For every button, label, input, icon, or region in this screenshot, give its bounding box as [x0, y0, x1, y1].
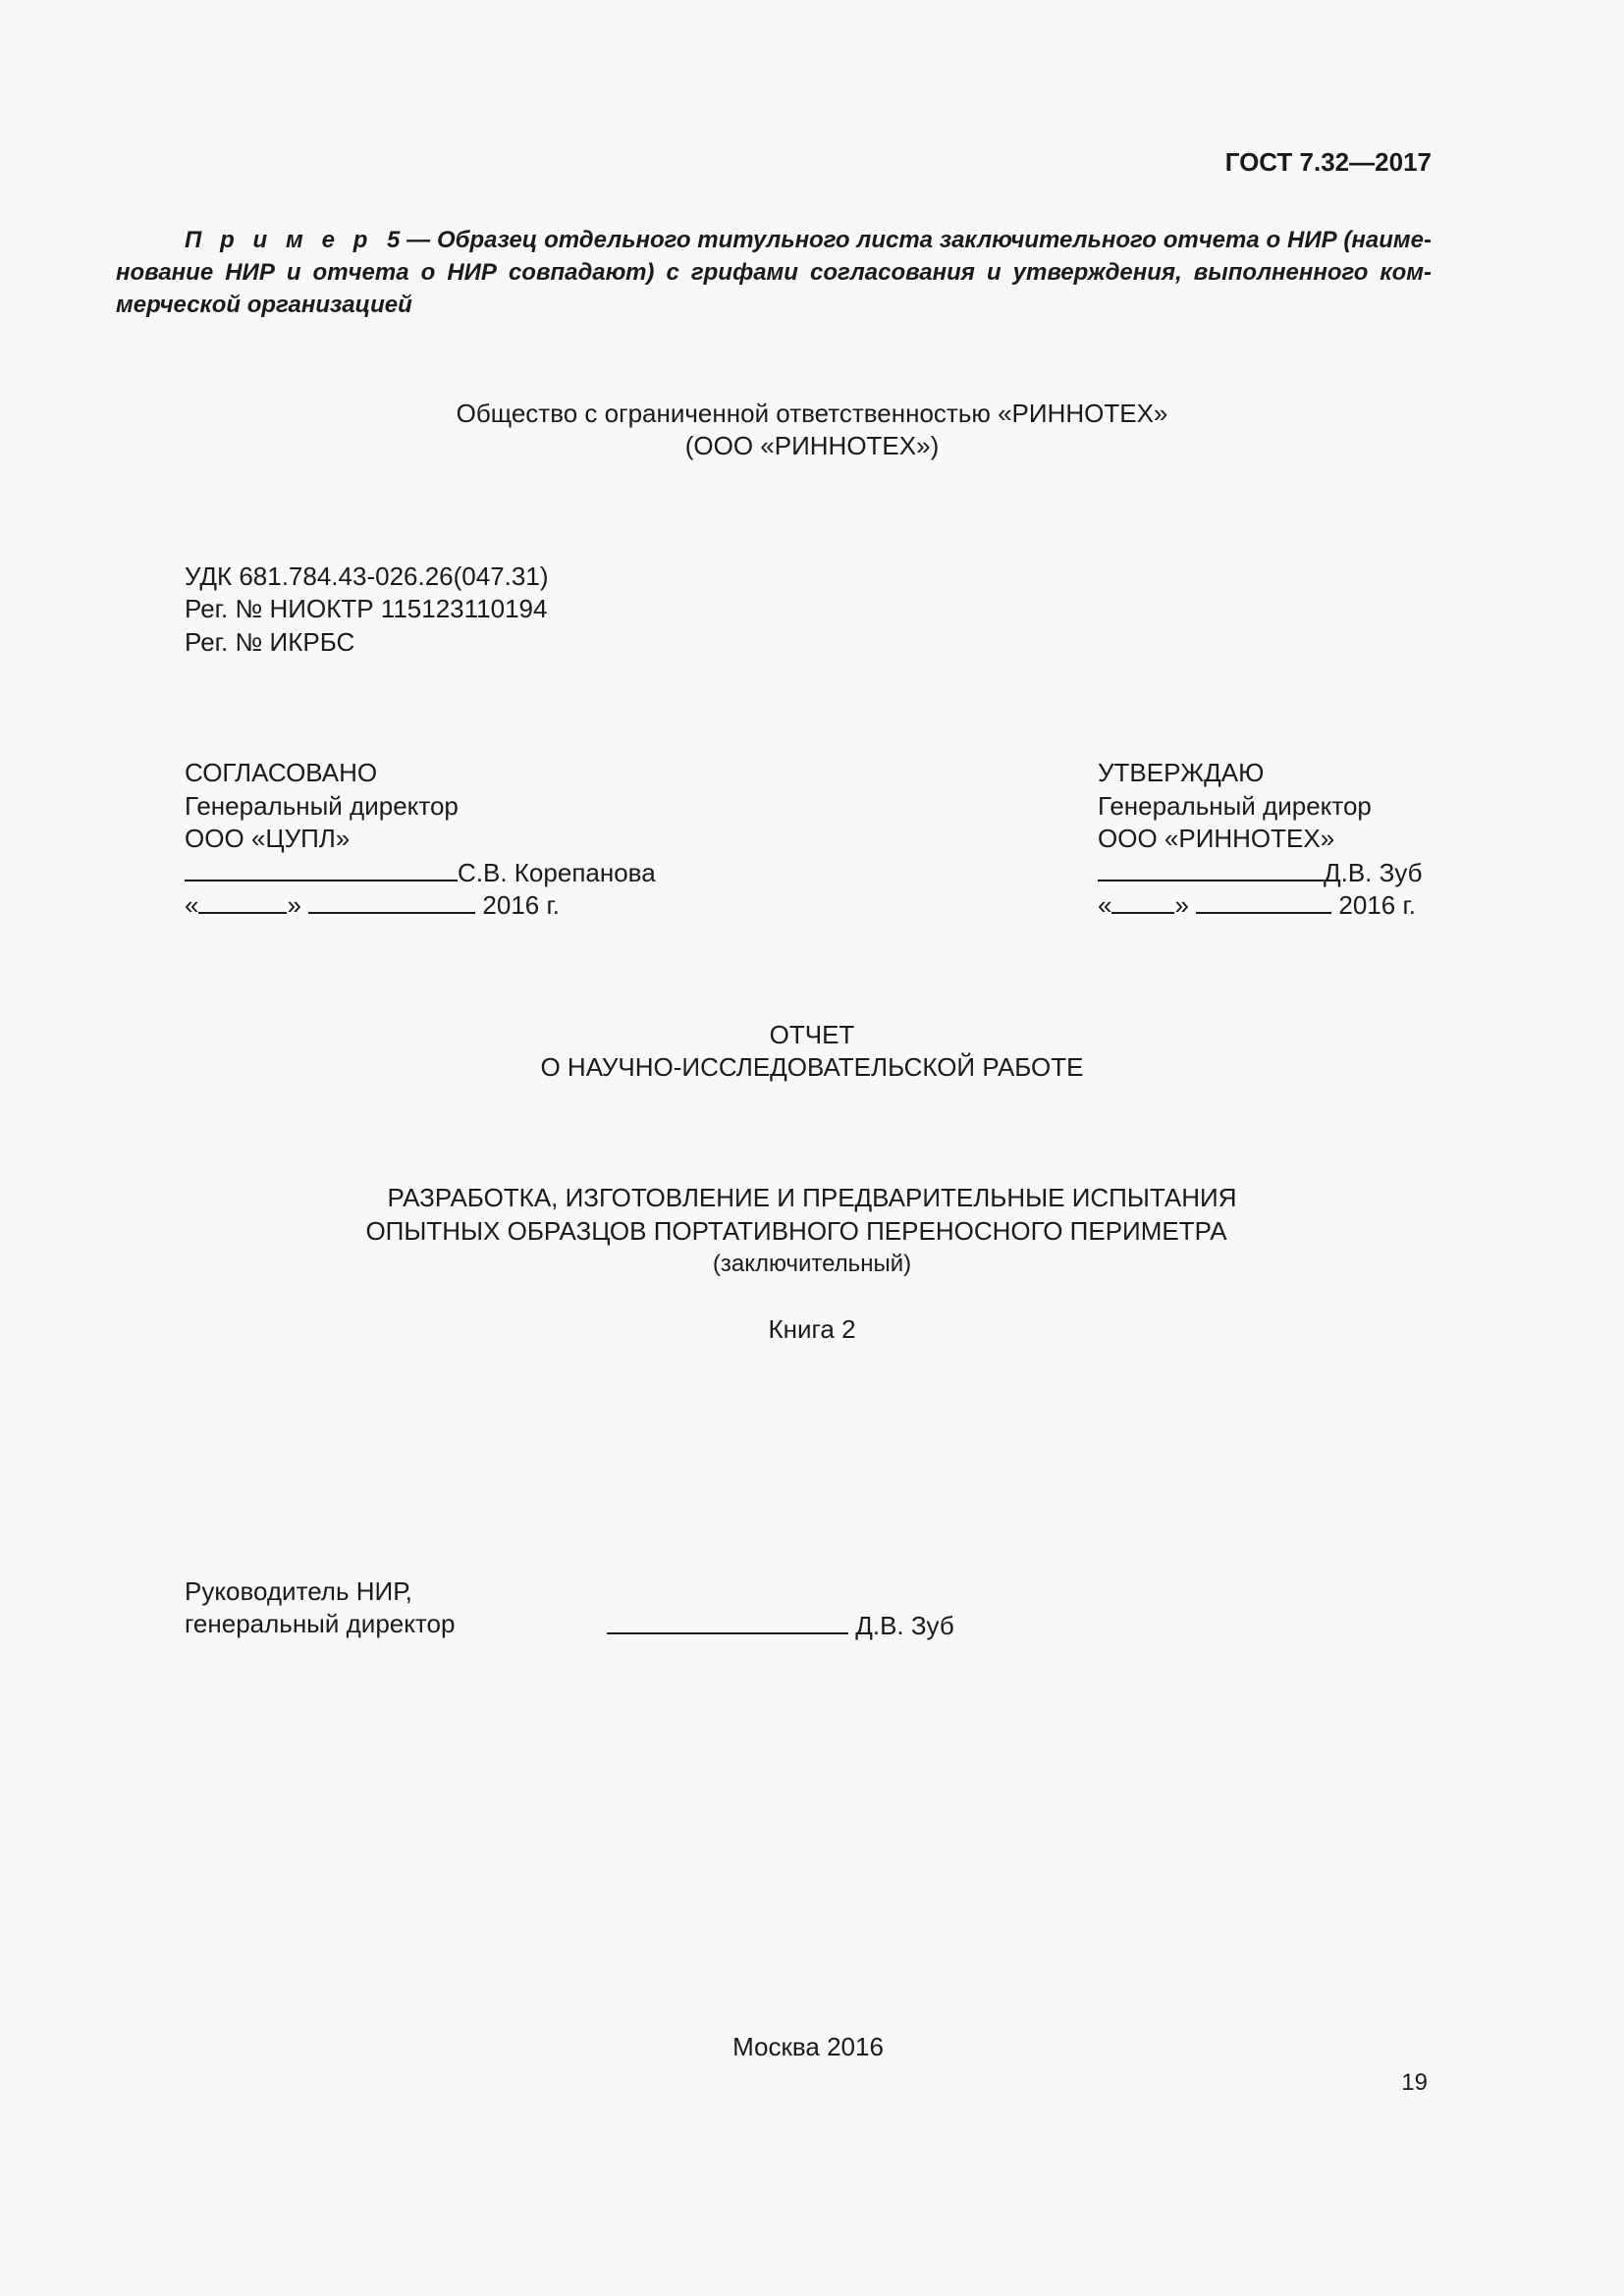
- supervisor-name: Д.В. Зуб: [855, 1611, 954, 1640]
- approval-right-signature-line: [1098, 854, 1423, 889]
- report-title-line2: ОПЫТНЫХ ОБРАЗЦОВ ПОРТАТИВНОГО ПЕРЕНОСНОГО ПЕРИМЕТРА: [365, 1216, 1227, 1246]
- quote-open: «: [185, 890, 199, 920]
- signature-blank: [607, 1607, 848, 1634]
- supervisor-signature-line: [607, 1607, 954, 1642]
- example-number: 5: [387, 227, 401, 253]
- report-kind: (заключительный): [712, 1251, 912, 1277]
- day-blank: [1111, 886, 1174, 914]
- document-header: ГОСТ 7.32—2017: [1224, 147, 1432, 177]
- approval-right-position: Генеральный директор: [1098, 791, 1372, 821]
- quote-open: «: [1098, 890, 1112, 920]
- quote-close: »: [1174, 890, 1189, 920]
- approval-right-year: 2016 г.: [1338, 890, 1417, 920]
- organization-short-name: (ООО «РИННОТЕХ»): [684, 431, 940, 460]
- udk-code: УДК 681.784.43-026.26(047.31): [185, 561, 549, 591]
- day-blank: [198, 886, 287, 914]
- supervisor-role-line2: генеральный директор: [185, 1609, 456, 1638]
- approval-left-heading: СОГЛАСОВАНО: [185, 758, 378, 787]
- signature-blank: [185, 854, 458, 881]
- quote-close: »: [287, 890, 301, 920]
- reg-ikrbs: Рег. № ИКРБС: [185, 627, 355, 657]
- approval-left-company: ООО «ЦУПЛ»: [185, 824, 351, 853]
- page-number: 19: [1401, 2069, 1428, 2096]
- approval-left-date-line: [185, 886, 560, 922]
- example-text: — Образец отдельного титульного листа заключительного отчета о НИР (наиме-нование НИР и отчета о НИР совпадают) с грифами согласования и утверждения, выполненного ком-мерческой организацией: [116, 227, 1432, 318]
- city-year: Москва 2016: [732, 2032, 884, 2061]
- signature-blank: [1098, 854, 1324, 881]
- month-blank: [308, 886, 475, 914]
- report-type-line2: О НАУЧНО-ИССЛЕДОВАТЕЛЬСКОЙ РАБОТЕ: [540, 1052, 1084, 1082]
- report-type-line1: ОТЧЕТ: [769, 1020, 855, 1049]
- approval-left-signatory: С.В. Корепанова: [458, 858, 656, 887]
- approval-left-position: Генеральный директор: [185, 791, 459, 821]
- example-label: П р и м е р: [185, 227, 374, 253]
- supervisor-role-line1: Руководитель НИР,: [185, 1576, 412, 1606]
- approval-left-signature-line: [185, 854, 656, 889]
- approval-left-year: 2016 г.: [482, 890, 561, 920]
- approval-right-signatory: Д.В. Зуб: [1324, 858, 1423, 887]
- reg-nioktr: Рег. № НИОКТР 115123110194: [185, 594, 548, 623]
- approval-right-date-line: [1098, 886, 1416, 922]
- approval-right-heading: УТВЕРЖДАЮ: [1098, 758, 1265, 787]
- report-book: Книга 2: [768, 1314, 856, 1344]
- example-caption: [116, 224, 1432, 321]
- report-title-line1: РАЗРАБОТКА, ИЗГОТОВЛЕНИЕ И ПРЕДВАРИТЕЛЬНЫЕ ИСПЫТАНИЯ: [387, 1183, 1237, 1212]
- month-blank: [1196, 886, 1331, 914]
- approval-right-company: ООО «РИННОТЕХ»: [1098, 824, 1335, 853]
- organization-full-name: Общество с ограниченной ответственностью «РИННОТЕХ»: [456, 399, 1168, 428]
